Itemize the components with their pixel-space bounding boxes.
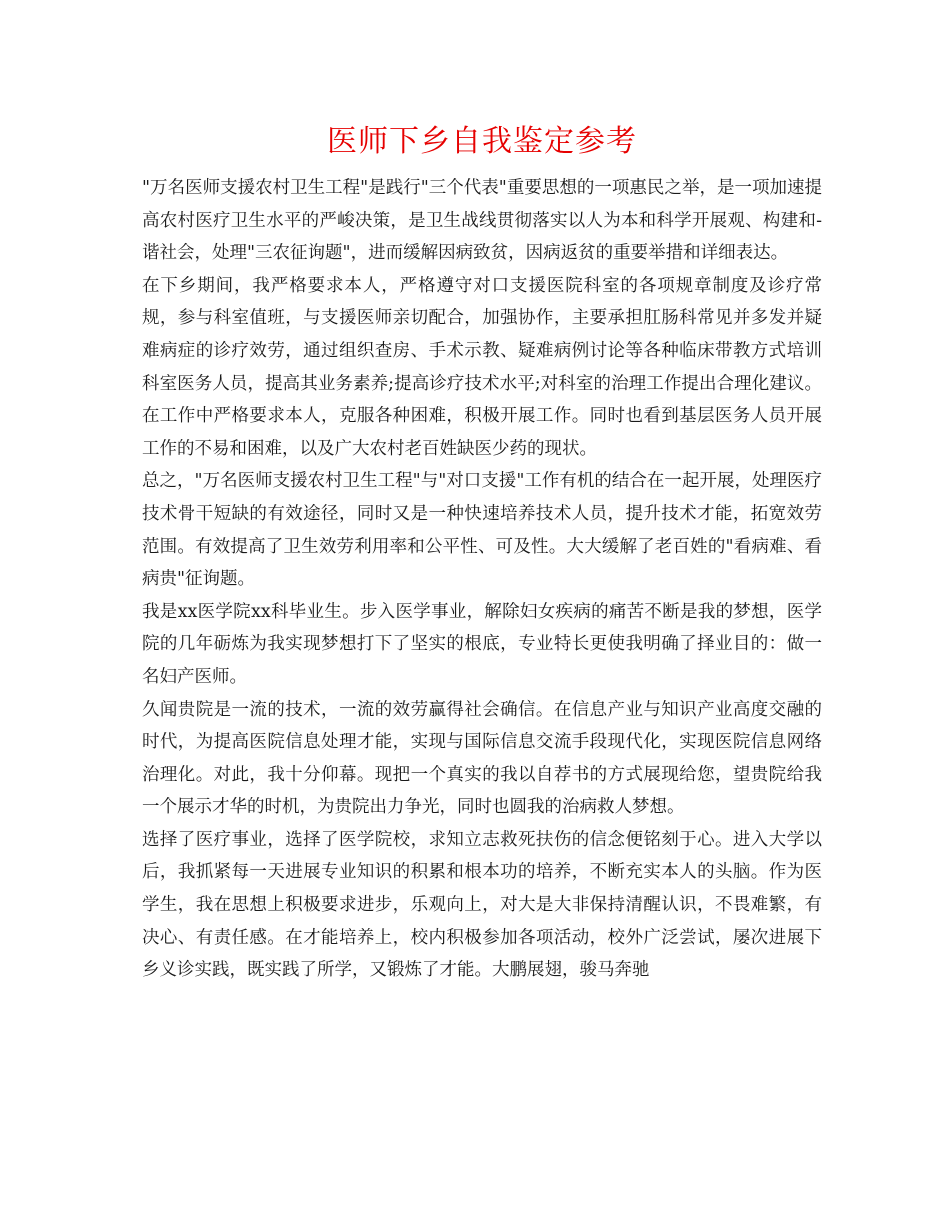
document-page: [142, 118, 822, 987]
paragraph-5: 久闻贵院是一流的技术，一流的效劳赢得社会确信。在信息产业与知识产业高度交融的时代，为提高医院信息处理才能，实现与国际信息交流手段现代化，实现医院信息网络治理化。对此，我十分仰幕。现把一个真实的我以自荐书的方式展现给您，望贵院给我一个展示才华的时机，为贵院出力争光，同时也圆我的治病救人梦想。: [142, 699, 822, 818]
paragraph-1: "万名医师支援农村卫生工程"是践行"三个代表"重要思想的一项惠民之举，是一项加速提高农村医疗卫生水平的严峻决策，是卫生战线贯彻落实以人为本和科学开展观、构建和-谐社会，处理"三农征询题"，进而缓解因病致贫，因病返贫的重要举措和详细表达。: [142, 178, 822, 264]
document-body: [142, 172, 822, 987]
paragraph-3: 总之，"万名医师支援农村卫生工程"与"对口支援"工作有机的结合在一起开展，处理医疗技术骨干短缺的有效途径，同时又是一种快速培养技术人员，提升技术才能，拓宽效劳范围。有效提高了卫生效劳利用率和公平性、可及性。大大缓解了老百姓的"看病难、看病贵"征询题。: [142, 471, 822, 590]
document-title: 医师下乡自我鉴定参考: [327, 124, 637, 159]
paragraph-2: 在下乡期间，我严格要求本人，严格遵守对口支援医院科室的各项规章制度及诊疗常规，参与科室值班，与支援医师亲切配合，加强协作，主要承担肛肠科常见并多发并疑难病症的诊疗效劳，通过组织查房、手术示教、疑难病例讨论等各种临床带教方式培训科室医务人员，提高其业务素养;提高诊疗技术水平;对科室的治理工作提出合理化建议。在工作中严格要求本人，克服各种困难，积极开展工作。同时也看到基层医务人员开展工作的不易和困难，以及广大农村老百姓缺医少药的现状。: [142, 275, 822, 459]
paragraph-6: 选择了医疗事业，选择了医学院校，求知立志救死扶伤的信念便铭刻于心。进入大学以后，我抓紧每一天进展专业知识的积累和根本功的培养，不断充实本人的头脑。作为医学生，我在思想上积极要求进步，乐观向上，对大是大非保持清醒认识，不畏难繁，有决心、有责任感。在才能培养上，校内积极参加各项活动，校外广泛尝试，屡次进展下乡义诊实践，既实践了所学，又锻炼了才能。大鹏展翅，骏马奔驰: [142, 829, 822, 981]
paragraph-4: 我是xx医学院xx科毕业生。步入医学事业，解除妇女疾病的痛苦不断是我的梦想，医学院的几年砺炼为我实现梦想打下了坚实的根底，专业特长更使我明确了择业目的：做一名妇产医师。: [142, 601, 822, 687]
